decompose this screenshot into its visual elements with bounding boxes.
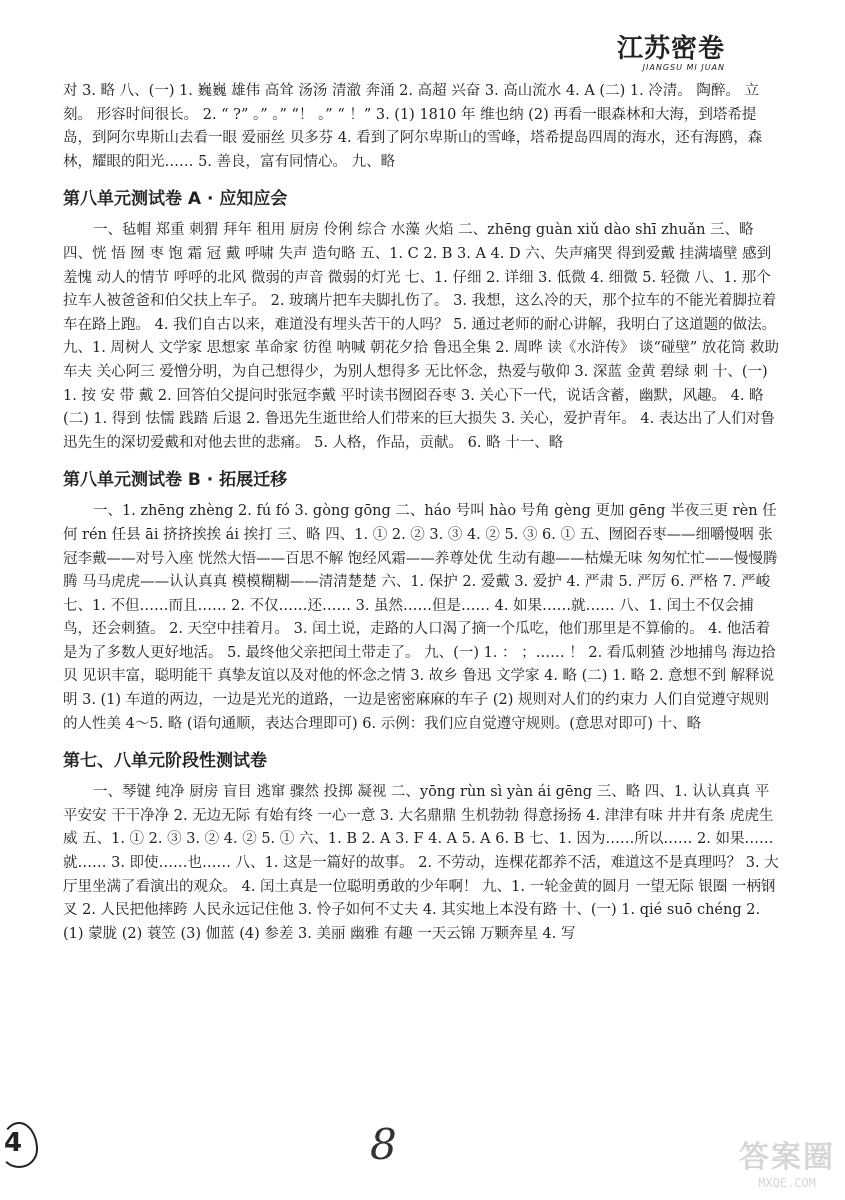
watermark (739, 1132, 835, 1190)
page-number-text: 4 (4, 1128, 23, 1158)
answer-paragraph: 一、琴键 纯净 厨房 盲目 逃窜 骤然 投掷 凝视 二、yōng rùn sì yàn ái gēng 三、略 四、1. 认认真真 平平安安 干干净净 2. 无边无际 有始有终 一心一意 3. 大名鼎鼎 生机勃勃 得意扬扬 4. 津津有味 井井有条 虎虎生威 五、1. ① 2. ③ 3. ② 4. ② 5. ① 六、1. B 2. A 3. F 4. A 5. A 6. B 七、1. 因为……所以…… 2. 如果……就…… 3. 即使……也…… 八、1. 这是一篇好的故事。 2. 不劳动，连棵花都养不活，难道这不是真理吗？ 3. 大厅里坐满了看演出的观众。 4. 闰土真是一位聪明勇敢的少年啊！ 九、1. 一轮金黄的圆月 一望无际 银圈 一柄钢叉 2. 人民把他摔跨 人民永远记住他 3. 怜子如何不丈夫 4. 其实地上本没有路 十、(一) 1. qié suō chéng 2. (1) 蒙胧 (2) 蓑笠 (3) 伽蓝 (4) 参差 3. 美丽 幽雅 有趣 一天云锦 万颗奔星 4. 写 (63, 784, 779, 942)
brand-title: 江苏密卷 (616, 34, 725, 64)
section-title: 第七、八单元阶段性测试卷 (63, 751, 267, 772)
page-number (4, 1128, 22, 1158)
answer-paragraph: 对 3. 略 八、(一) 1. 巍巍 雄伟 高耸 汤汤 清澈 奔涌 2. 高超 兴奋 3. 高山流水 4. A (二) 1. 冷清。 陶醉。 立刻。 形容时间很长。 2. “ ?” 。” 。” “！ 。” “ ！” 3. (1) 1810 年 维也纳 (2) 再看一眼森林和大海，到塔希提岛，到阿尔卑斯山去看一眼 爱丽丝 贝多芬 4. 看到了阿尔卑斯山的雪峰，塔希提岛四周的海水，还有海鸥，森林，耀眼的阳光…… 5. 善良，富有同情心。 九、略 (63, 83, 763, 170)
watermark-text: 答案圈 (739, 1140, 835, 1175)
watermark-url: MXQE.COM (758, 1176, 816, 1190)
answer-paragraph: 一、1. zhēng zhèng 2. fú fó 3. gòng gōng 二、háo 号叫 hào 号角 gèng 更加 gēng 半夜三更 rèn 任何 rén 任县 āi 挤挤挨挨 ái 挨打 三、略 四、1. ① 2. ② 3. ③ 4. ② 5. ③ 6. ① 五、囫囵吞枣——细嚼慢咽 张冠李戴——对号入座 恍然大悟——百思不解 饱经风霜——养尊处优 生动有趣——枯燥无味 匆匆忙忙——慢慢腾腾 马马虎虎——认认真真 模模糊糊——清清楚楚 六、1. 保护 2. 爱戴 3. 爱护 4. 严肃 5. 严厉 6. 严格 7. 严峻 七、1. 不但……而且…… 2. 不仅……还…… 3. 虽然……但是…… 4. 如果……就…… 八、1. 闰土不仅会捕鸟，还会刺猹。 2. 天空中挂着月。 3. 闰土说，走路的人口渴了摘一个瓜吃，他们那里是不算偷的。 4. 他活着是为了多数人更好地活。 5. 最终他父亲把闰土带走了。 九、(一) 1. ： ；…… ！ 2. 看瓜刺猹 沙地捕鸟 海边拾贝 见识丰富，聪明能干 真挚友谊以及对他的怀念之情 3. 故乡 鲁迅 文学家 4. 略 (二) 1. 略 2. 意想不到 解释说明 3. (1) 车道的两边，一边是光光的道路，一边是密密麻麻的车子 (2) 规则对人们的约束力 人们自觉遵守规则的人性美 4～5. 略 (语句通顺，表达合理即可) 6. 示例：我们应自觉遵守规则。(意思对即可) 十、略 (63, 503, 778, 732)
brand-logo (617, 28, 725, 72)
apple-outline-icon (0, 1122, 38, 1168)
section-title: 第八单元测试卷 B · 拓展迁移 (63, 470, 288, 491)
section-title: 第八单元测试卷 A · 应知应会 (63, 189, 288, 210)
answer-content (63, 80, 781, 946)
answer-paragraph: 一、毡帽 郑重 刺猬 拜年 租用 厨房 伶俐 综合 水藻 火焰 二、zhēng guàn xiǔ dào shī zhuǎn 三、略 四、恍 悟 囫 枣 饱 霜 冠 戴 呼啸 失声 造句略 五、1. C 2. B 3. A 4. D 六、失声痛哭 得到爱戴 挂满墙壁 感到羞愧 动人的情节 呼呼的北风 微弱的声音 微弱的灯光 七、1. 仔细 2. 详细 3. 低微 4. 细微 5. 轻微 八、1. 那个拉车人被爸爸和伯父扶上车子。 2. 玻璃片把车夫脚扎伤了。 3. 我想，这么冷的天，那个拉车的不能光着脚拉着车在路上跑。 4. 我们自古以来，难道没有埋头苦干的人吗？ 5. 通过老师的耐心讲解，我明白了这道题的做法。 九、1. 周树人 文学家 思想家 革命家 彷徨 呐喊 朝花夕拾 鲁迅全集 2. 周晔 读《水浒传》 谈“碰壁” 放花筒 救助车夫 关心阿三 爱憎分明，为自己想得少，为别人想得多 无比怀念，热爱与敬仰 3. 深蓝 金黄 碧绿 刺 十、(一) 1. 按 安 带 戴 2. 回答伯父提问时张冠李戴 平时读书囫囵吞枣 3. 关心下一代，说话含蓄，幽默，风趣。 4. 略 (二) 1. 得到 怯懦 践踏 后退 2. 鲁迅先生逝世给人们带来的巨大损失 3. 关心，爱护青年。 4. 表达出了人们对鲁迅先生的深切爱戴和对他去世的悲痛。 5. 人格，作品，贡献。 6. 略 十一、略 (63, 222, 780, 451)
brand-subtitle: JIANGSU MI JUAN (642, 63, 725, 72)
handwritten-mark: 8 (370, 1120, 397, 1169)
